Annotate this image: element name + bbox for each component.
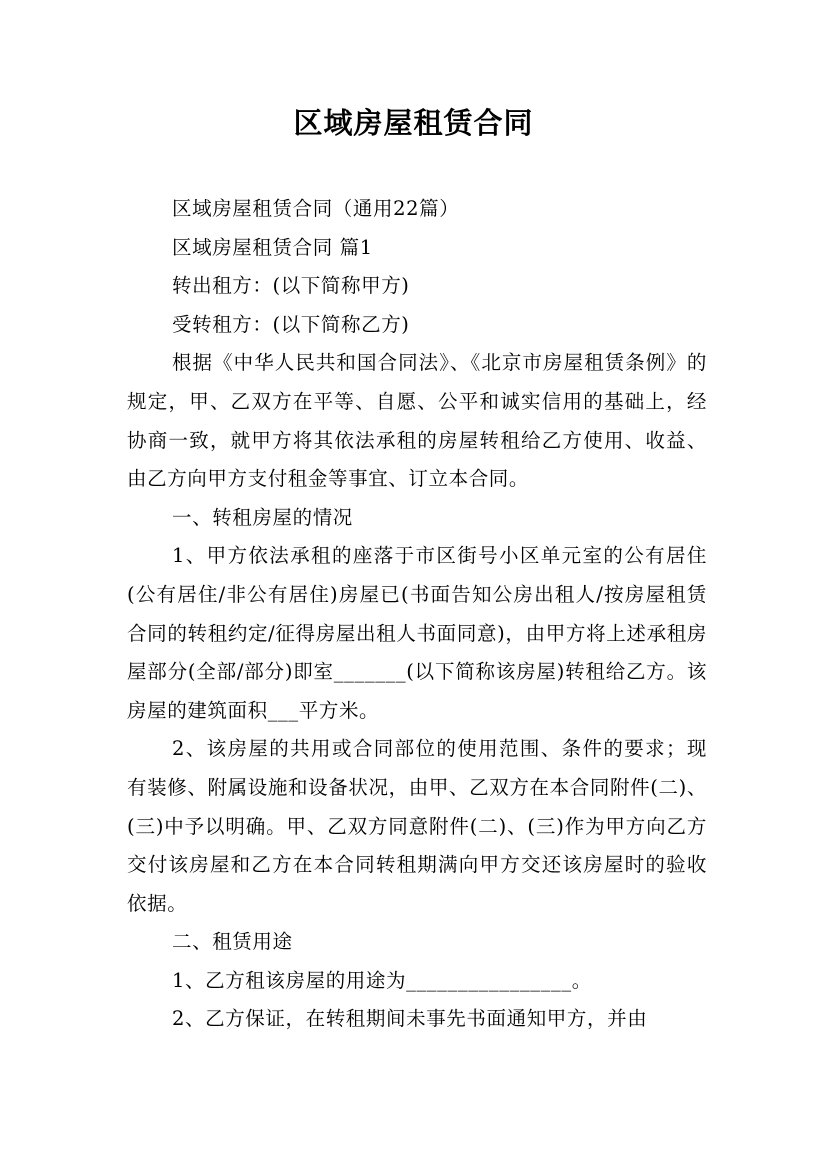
paragraph-collection-title: 区域房屋租赁合同（通用22篇） <box>172 197 460 220</box>
document-title: 区域房屋租赁合同 <box>293 106 534 140</box>
clause-premises-1: 1、甲方依法承租的座落于市区街号小区单元室的公有居住(公有居住/非公有居住)房屋已(书面告知公房出租人/按房屋租赁合同的转租约定/征得房屋出租人书面同意)，由甲方将上述承租房屋部分(全部/部分)即室_______(以下简称该房屋)转租给乙方。该房屋的建筑面积___平方米。 <box>127 544 707 722</box>
paragraph-party-b: 受转租方：(以下简称乙方) <box>172 312 410 336</box>
clause-premises-2: 2、该房屋的共用或合同部位的使用范围、条件的要求；现有装修、附属设施和设备状况，由甲、乙双方在本合同附件(二)、(三)中予以明确。甲、乙双方同意附件(二)、(三)作为甲方向乙方交付该房屋和乙方在本合同转租期满向甲方交还该房屋时的验收依据。 <box>127 737 707 915</box>
paragraph-party-a: 转出租方：(以下简称甲方) <box>172 274 410 298</box>
paragraph-preamble: 根据《中华人民共和国合同法》、《北京市房屋租赁条例》的规定，甲、乙双方在平等、自愿、公平和诚实信用的基础上，经协商一致，就甲方将其依法承租的房屋转租给乙方使用、收益、由乙方向甲方支付租金等事宜、订立本合同。 <box>127 351 707 491</box>
section-heading-use: 二、租赁用途 <box>172 930 293 954</box>
clause-use-1: 1、乙方租该房屋的用途为________________。 <box>172 968 592 992</box>
document-body <box>127 190 707 1039</box>
clause-use-2: 2、乙方保证，在转租期间未事先书面通知甲方，并由 <box>172 1007 648 1031</box>
paragraph-contract-number: 区域房屋租赁合同 篇1 <box>172 235 373 259</box>
section-heading-premises: 一、转租房屋的情况 <box>172 505 353 529</box>
